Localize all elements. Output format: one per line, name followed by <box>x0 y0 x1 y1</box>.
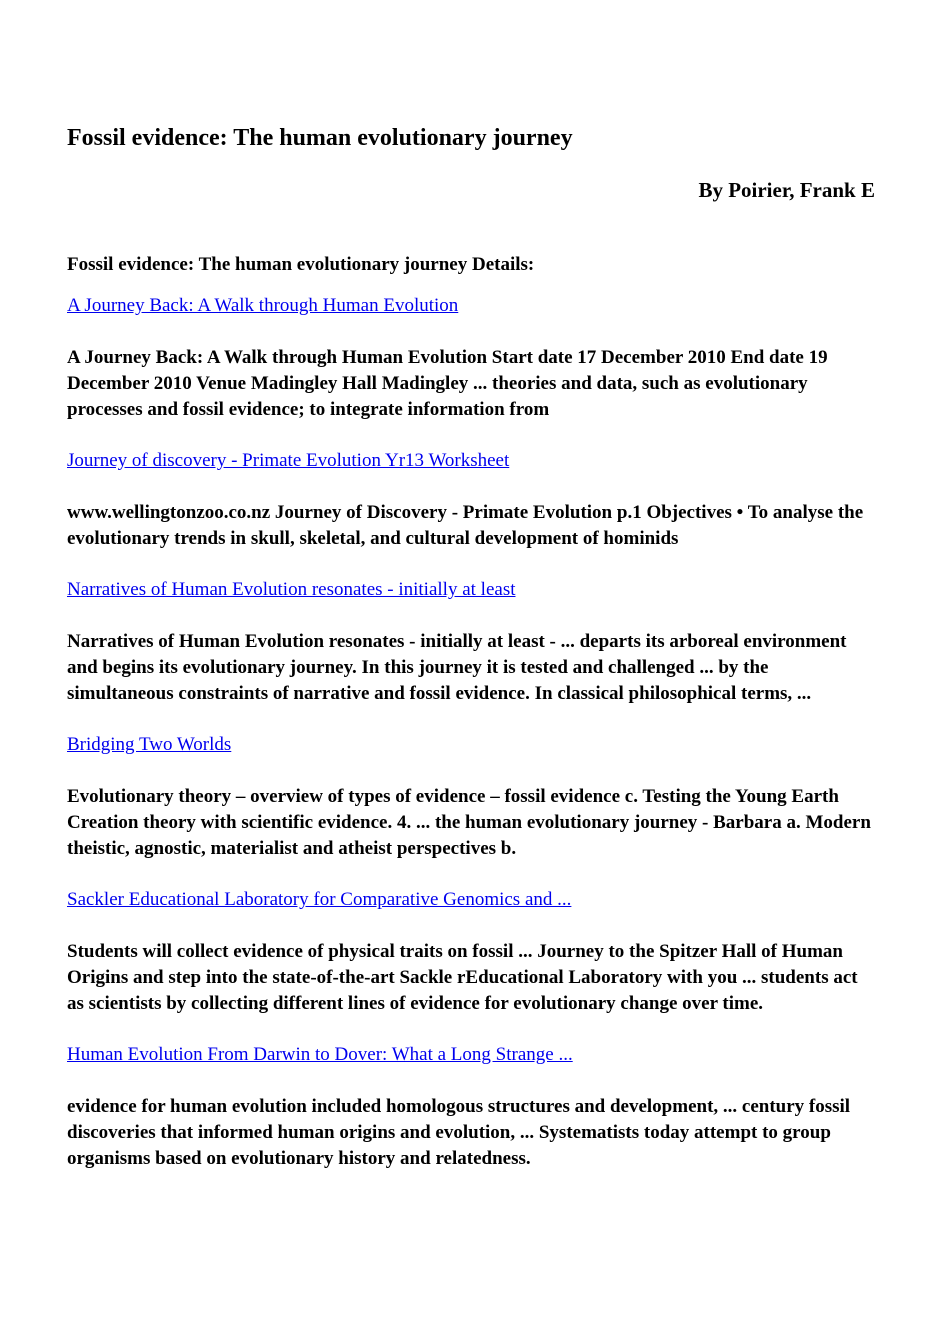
result-entry <box>67 1042 875 1172</box>
result-link[interactable]: Bridging Two Worlds <box>67 734 232 755</box>
result-entry <box>67 448 875 552</box>
result-summary: www.wellingtonzoo.co.nz Journey of Discovery - Primate Evolution p.1 Objectives • To analyse the evolutionary trends in skull, skeletal, and cultural development of hominids <box>67 502 864 549</box>
result-summary: Evolutionary theory – overview of types of evidence – fossil evidence c. Testing the Young Earth Creation theory with scientific evidence. 4. ... the human evolutionary journey - Barbara a. Modern theistic, agnostic, materialist and atheist perspectives b. <box>67 786 871 859</box>
result-summary: Narratives of Human Evolution resonates - initially at least - ... departs its arboreal environment and begins its evolutionary journey. In this journey it is tested and challenged ... by the simultaneous constraints of narrative and fossil evidence. In classical philosophical terms, ... <box>67 631 847 704</box>
byline: By Poirier, Frank E <box>698 178 875 202</box>
result-link-line <box>67 1042 875 1069</box>
result-entry <box>67 293 875 423</box>
result-link[interactable]: Human Evolution From Darwin to Dover: What a Long Strange ... <box>67 1044 573 1065</box>
result-link-line <box>67 887 875 914</box>
result-entry <box>67 577 875 707</box>
details-heading: Fossil evidence: The human evolutionary journey Details: <box>67 254 535 275</box>
result-link-line <box>67 577 875 604</box>
result-summary: evidence for human evolution included homologous structures and development, ... century fossil discoveries that informed human origins and evolution, ... Systematists today attempt to group organisms based on evolutionary history and relatedness. <box>67 1096 851 1169</box>
result-link-line <box>67 732 875 759</box>
result-summary: Students will collect evidence of physical traits on fossil ... Journey to the Spitzer Hall of Human Origins and step into the state-of-the-art Sackle rEducational Laboratory with you ... students act as scientists by collecting different lines of evidence for evolutionary change over time. <box>67 941 858 1014</box>
result-link[interactable]: A Journey Back: A Walk through Human Evolution <box>67 295 459 316</box>
result-link[interactable]: Narratives of Human Evolution resonates - initially at least <box>67 579 516 600</box>
result-link-line <box>67 293 875 320</box>
result-summary: A Journey Back: A Walk through Human Evolution Start date 17 December 2010 End date 19 December 2010 Venue Madingley Hall Madingley ... theories and data, such as evolutionary processes and fossil evidence; to integrate information from <box>67 347 828 420</box>
result-entry <box>67 732 875 862</box>
result-link[interactable]: Journey of discovery - Primate Evolution Yr13 Worksheet <box>67 450 510 471</box>
result-link-line <box>67 448 875 475</box>
result-link[interactable]: Sackler Educational Laboratory for Comparative Genomics and ... <box>67 889 572 910</box>
result-entry <box>67 887 875 1017</box>
page-title: Fossil evidence: The human evolutionary journey <box>67 125 573 151</box>
